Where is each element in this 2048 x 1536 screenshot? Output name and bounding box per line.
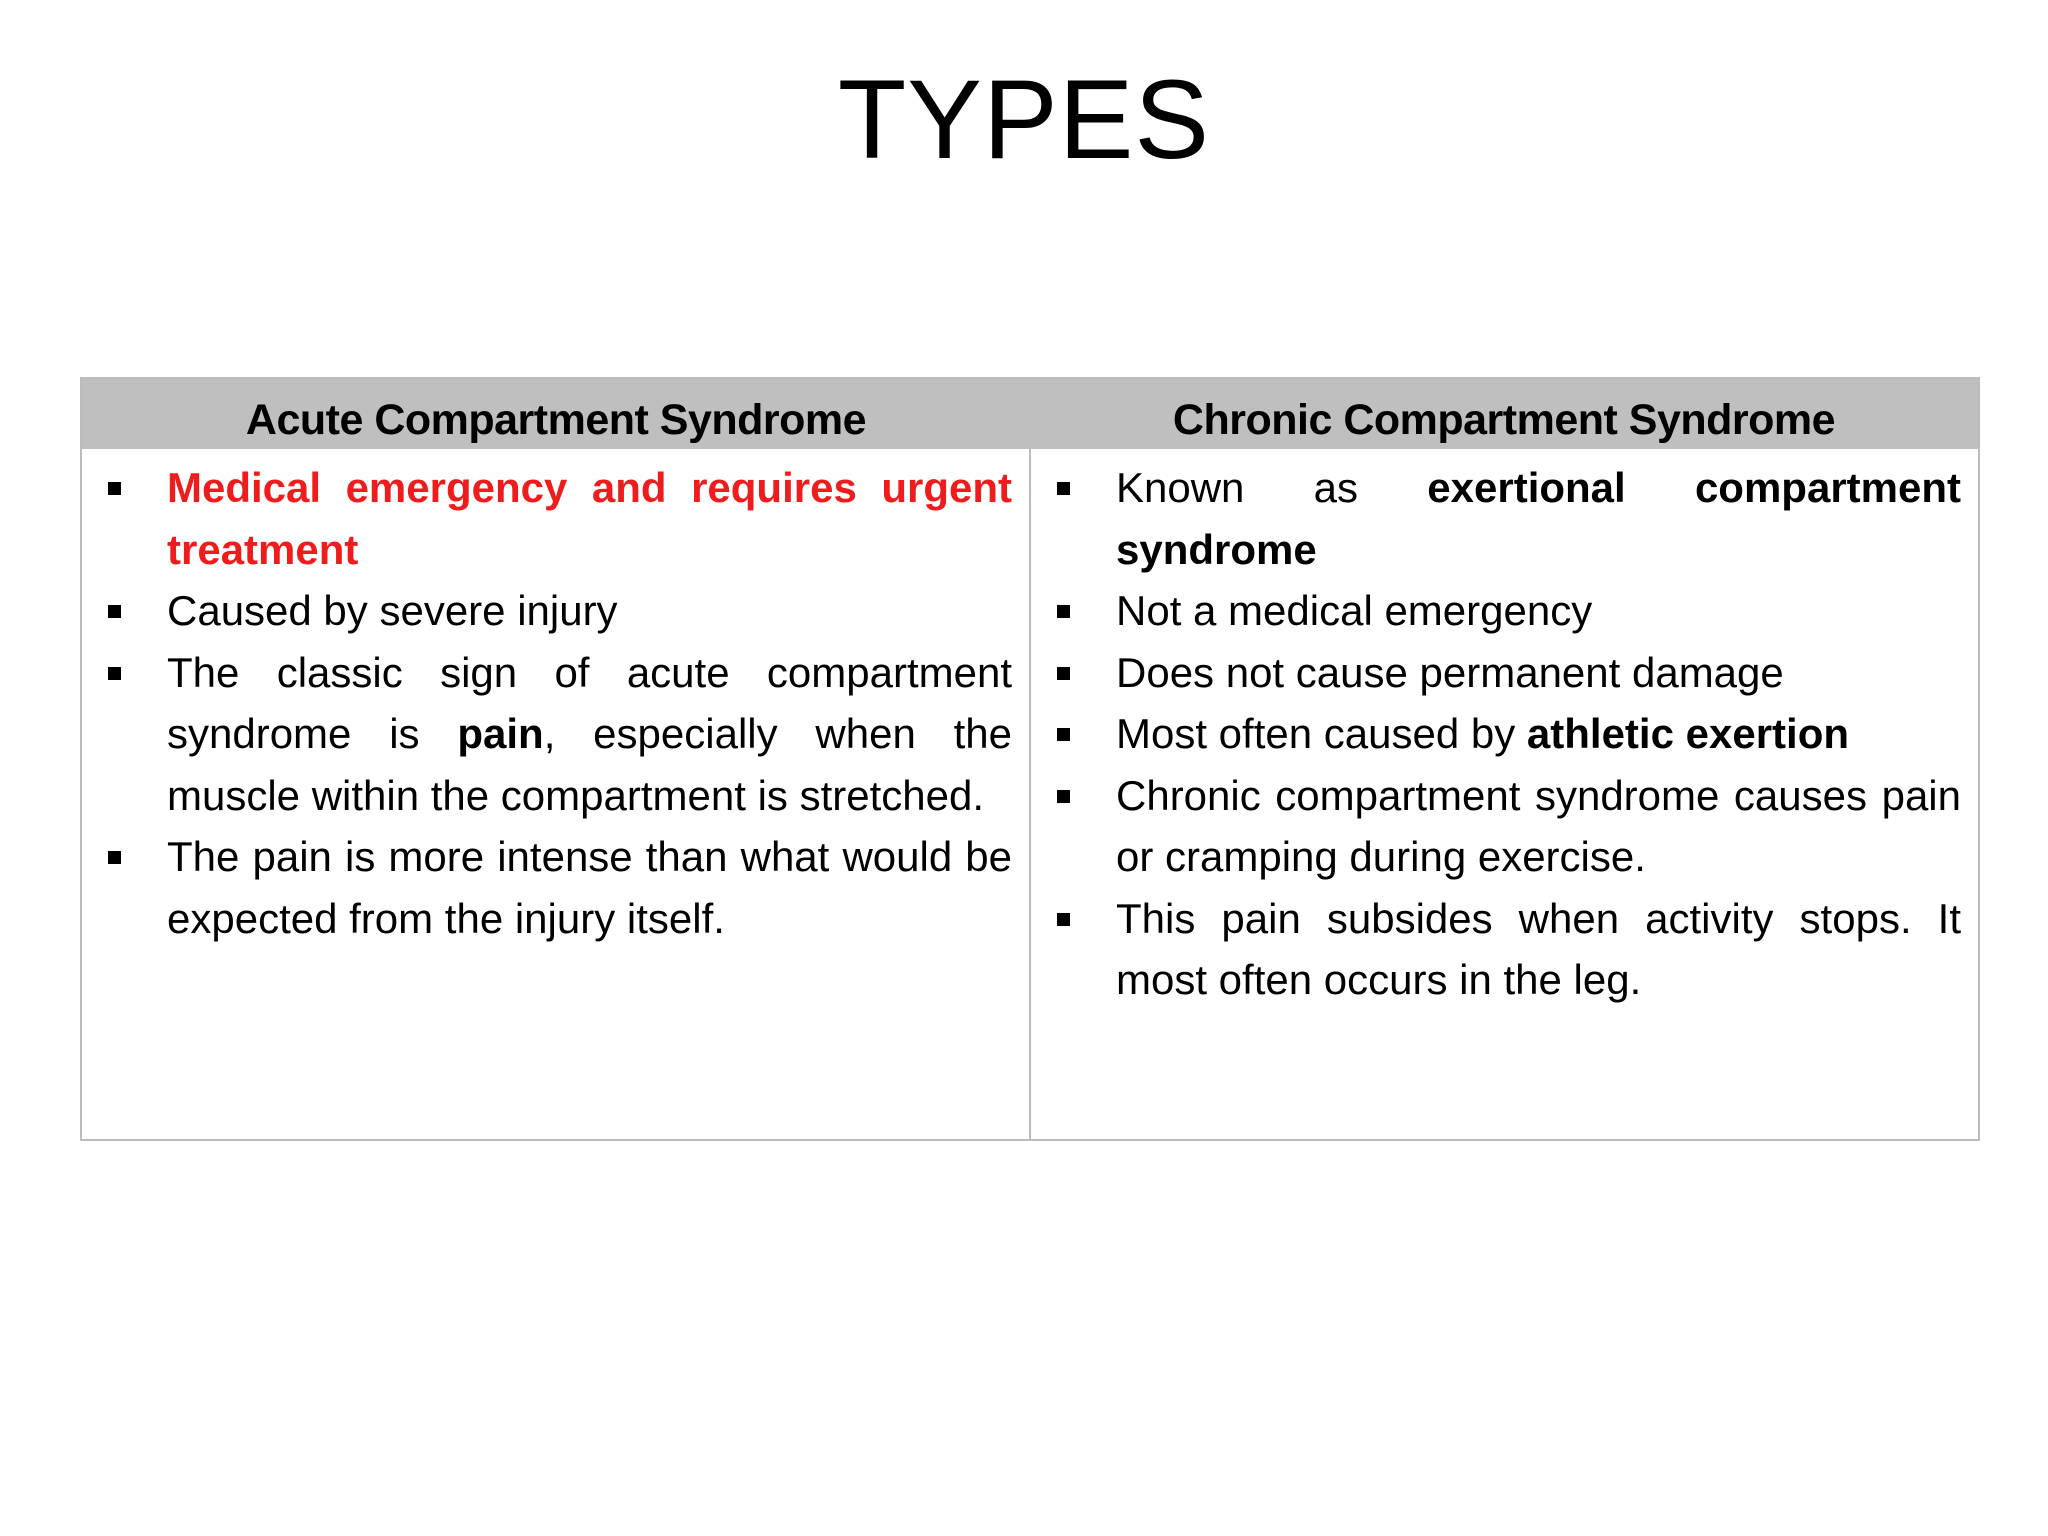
square-bullet-icon [108, 667, 121, 680]
chronic-item-not-emergency [1116, 580, 1961, 642]
square-bullet-icon [1057, 482, 1070, 495]
acute-item-pain-intensity [167, 826, 1012, 949]
square-bullet-icon [1057, 728, 1070, 741]
chronic-column-heading: Chronic Compartment Syndrome [1172, 396, 1836, 444]
comparison-table [80, 377, 1980, 1141]
square-bullet-icon [108, 851, 121, 864]
table-body-row [82, 449, 1978, 1139]
chronic-item-pain-text: Chronic compartment syndrome causes pain or cramping during exercise. [1116, 771, 1961, 880]
acute-item-emergency [167, 457, 1012, 580]
acute-item-classic-sign [167, 642, 1012, 827]
acute-cell [82, 449, 1031, 1139]
acute-item-pain-intensity-text: The pain is more intense than what would be expected from the injury itself. [167, 833, 1012, 942]
square-bullet-icon [1057, 667, 1070, 680]
acute-item-emergency-text: Medical emergency and requires urgent treatment [167, 464, 1012, 573]
acute-item-classic-sign-before: The classic sign of acute compartment syndrome is [167, 648, 1012, 757]
chronic-item-no-damage [1116, 642, 1961, 704]
slide-title: TYPES [837, 57, 1211, 182]
chronic-item-known-as [1116, 457, 1961, 580]
table-header-row [82, 379, 1978, 449]
chronic-item-cause [1116, 703, 1961, 765]
chronic-item-known-as-bold: exertional compartment syndrome [1116, 464, 1961, 573]
chronic-item-subsides [1116, 888, 1961, 1011]
chronic-item-pain [1116, 765, 1961, 888]
acute-item-classic-sign-bold: pain [457, 710, 544, 757]
chronic-item-cause-bold: athletic exertion [1526, 710, 1850, 757]
square-bullet-icon [1057, 913, 1070, 926]
acute-column-heading: Acute Compartment Syndrome [245, 396, 867, 444]
chronic-item-subsides-text: This pain subsides when activity stops. It most often occurs in the leg. [1116, 894, 1961, 1003]
square-bullet-icon [1057, 790, 1070, 803]
square-bullet-icon [108, 482, 121, 495]
acute-item-cause [167, 580, 1012, 642]
chronic-item-not-emergency-text: Not a medical emergency [1116, 587, 1593, 634]
acute-item-cause-text: Caused by severe injury [167, 587, 618, 634]
square-bullet-icon [108, 605, 121, 618]
acute-bullet-list [167, 457, 1012, 949]
acute-item-classic-sign-after: , especially when the muscle within the compartment is stretched. [167, 710, 1013, 819]
chronic-item-no-damage-text: Does not cause permanent damage [1116, 648, 1784, 696]
chronic-item-known-as-before: Known as [1116, 464, 1428, 511]
chronic-item-cause-before: Most often caused by [1116, 710, 1527, 757]
chronic-cell [1031, 449, 1978, 1139]
square-bullet-icon [1057, 605, 1070, 618]
chronic-bullet-list [1116, 457, 1961, 1011]
